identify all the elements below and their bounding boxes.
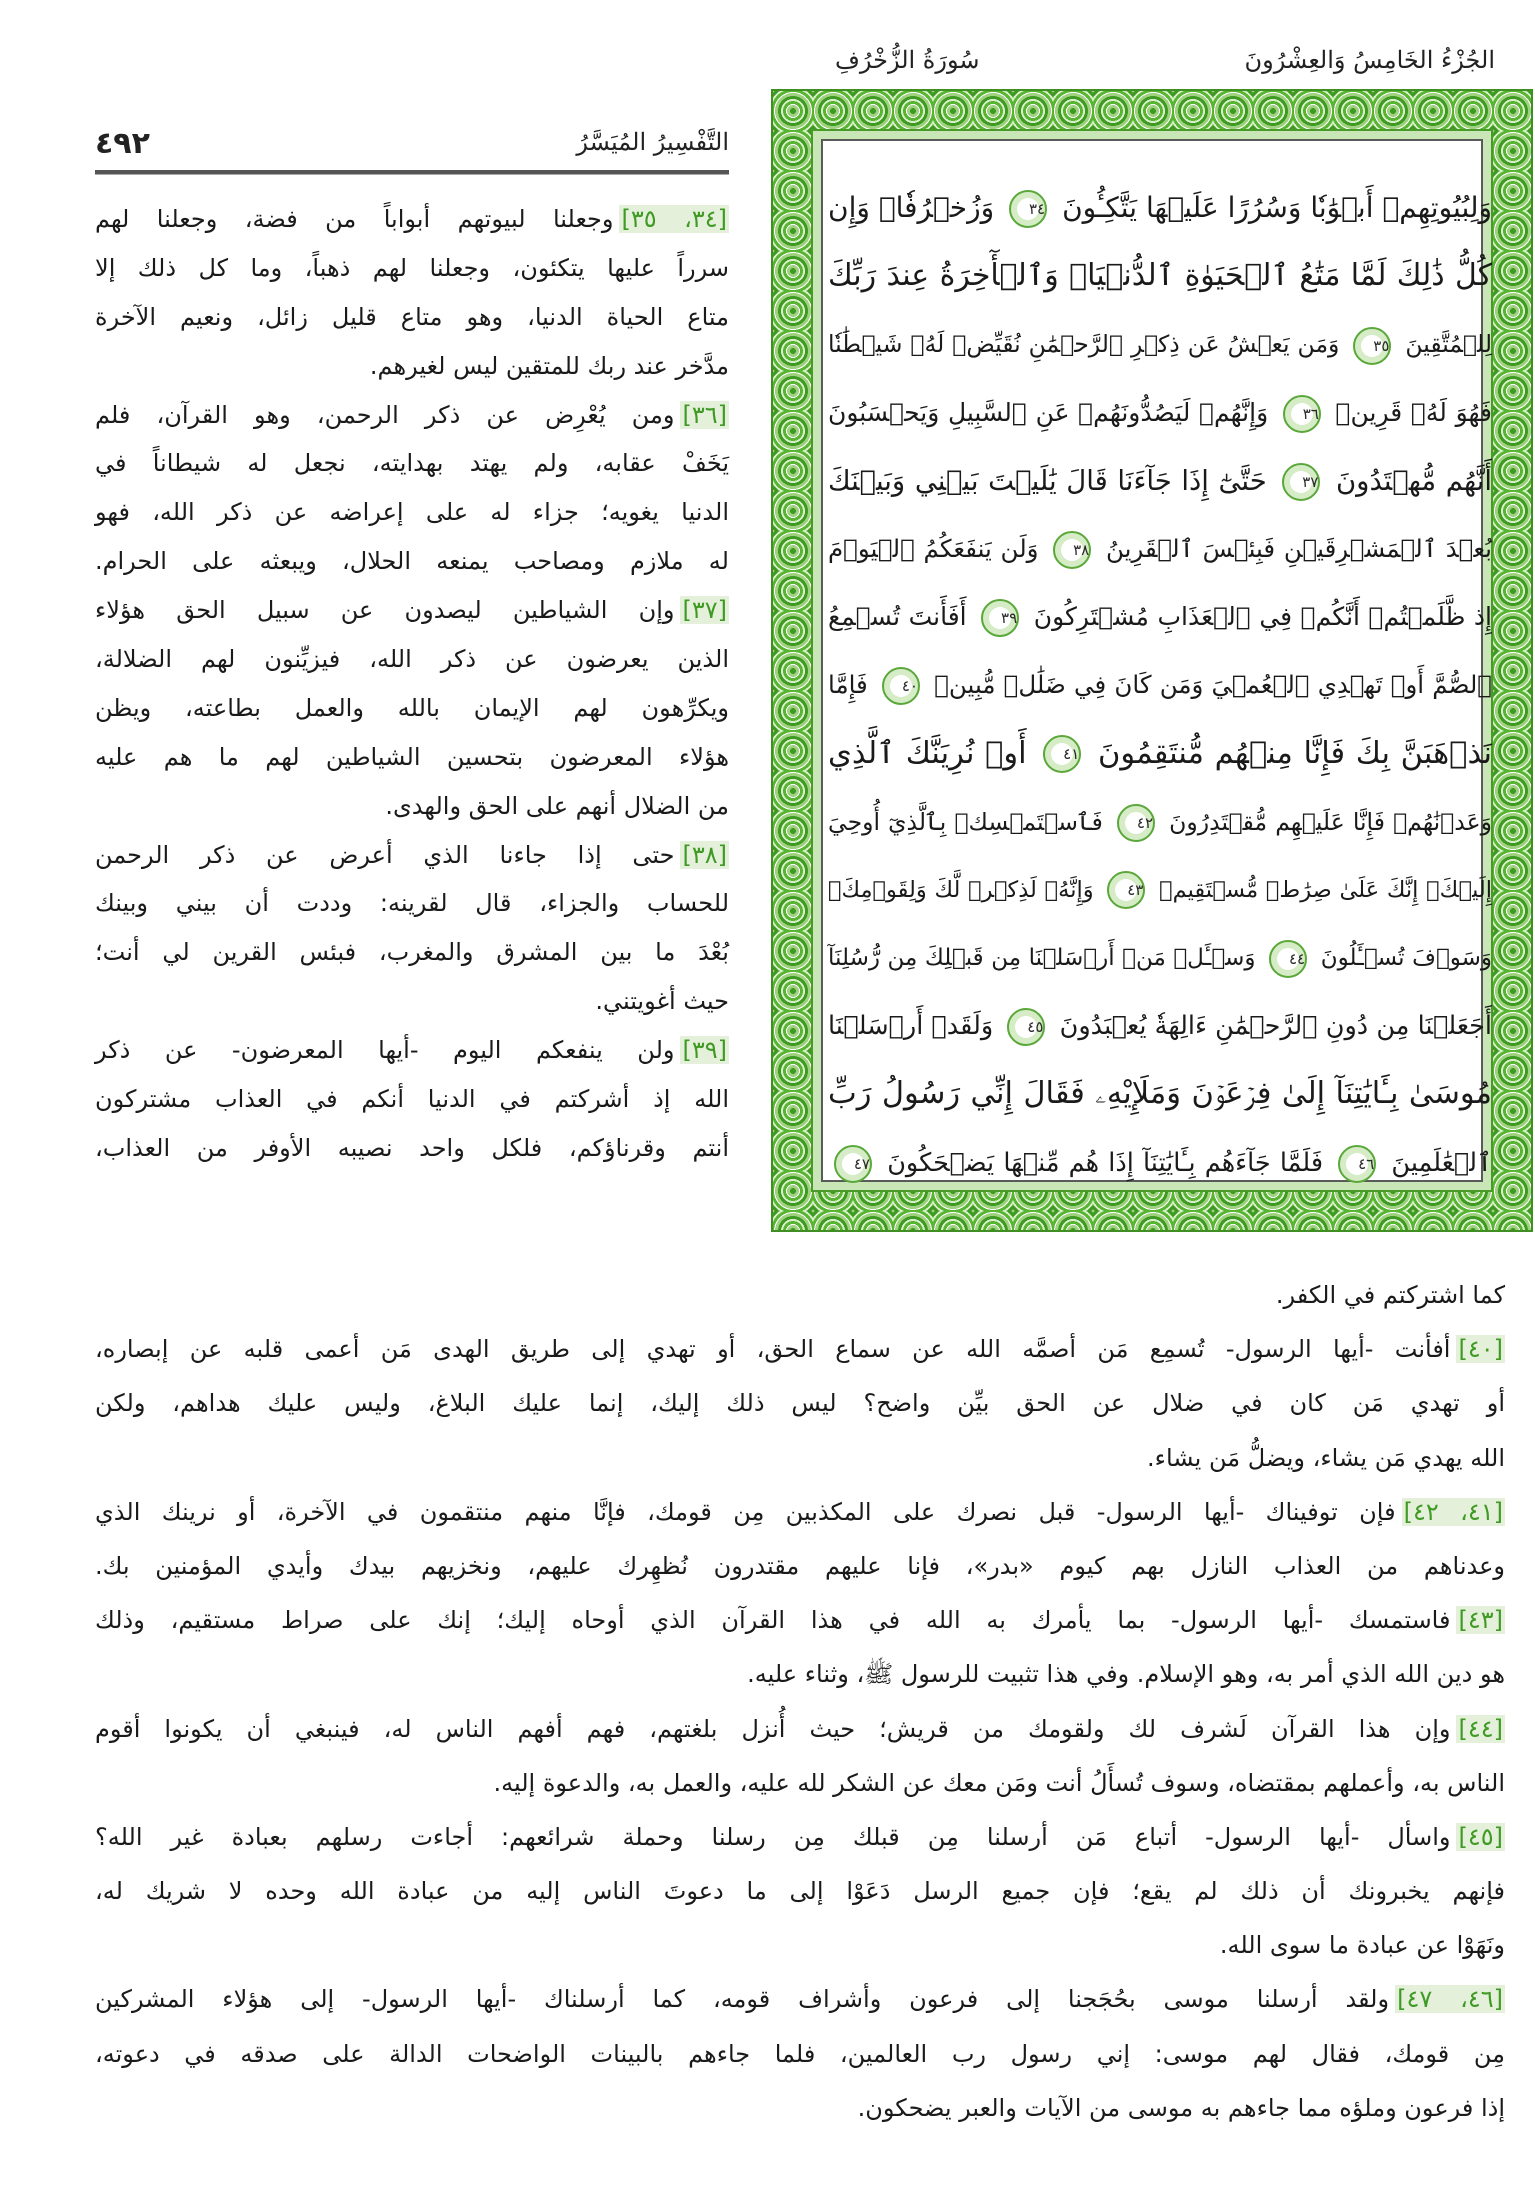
tafsir-text: حيث أغويتني. — [595, 987, 729, 1016]
tafsir-text: الدنيا يغويه؛ جزاء له على إعراضه عن ذكر الله، فهو — [95, 498, 729, 527]
tafsir-text: مدَّخر عند ربك للمتقين ليس لغيرهم. — [369, 351, 729, 380]
tafsir-line — [95, 1485, 1505, 1539]
verse-number-marker: ٣٧ — [1282, 463, 1320, 501]
verse-text: أَوۡ نُرِيَنَّكَ ٱلَّذِي — [828, 735, 1027, 771]
verse-text: مُوسَىٰ بِـَٔايَٰتِنَآ إِلَىٰ فِرۡعَوۡنَ وَمَلَإِيْهِۦ فَقَالَ إِنِّي رَسُولُ رَبِّ — [828, 1076, 1492, 1112]
tafsir-line-content — [95, 1539, 1505, 1593]
verse-text: إِلَيۡكَۖ إِنَّكَ عَلَىٰ صِرَٰطٖ مُّسۡتَقِيمٖ — [1159, 876, 1493, 903]
verse-text: فَٱسۡتَمۡسِكۡ بِٱلَّذِيٓ أُوحِيَ — [828, 807, 1103, 836]
tafsir-line-content — [95, 293, 729, 342]
quran-line-content — [828, 651, 1492, 719]
tafsir-line-content — [1276, 1268, 1505, 1322]
tafsir-text: ولن ينفعكم اليوم -أيها المعرضون- عن ذكر — [95, 1036, 675, 1065]
tafsir-line — [95, 1376, 1505, 1430]
tafsir-line-content — [95, 1376, 1505, 1430]
tafsir-line — [95, 733, 729, 782]
quran-line-content — [828, 583, 1492, 651]
quran-line — [828, 924, 1492, 992]
tafsir-text: وجعلنا لبيوتهم أبواباً من فضة، وجعلنا لهم — [95, 205, 614, 233]
tafsir-line-content — [95, 733, 729, 782]
verse-text: حَتَّىٰٓ إِذَا جَآءَنَا قَالَ يَٰلَيۡتَ بَيۡنِي وَبَيۡنَكَ — [828, 464, 1267, 497]
tafsir-line-content — [95, 1026, 729, 1075]
tafsir-line-content — [95, 586, 729, 635]
tafsir-line — [95, 1593, 1505, 1647]
tafsir-line-content — [95, 1075, 729, 1124]
tafsir-text: كما اشتركتم في الكفر. — [1275, 1281, 1505, 1309]
tafsir-line — [95, 1431, 1505, 1485]
tafsir-line-content — [95, 244, 729, 293]
quran-line-content — [828, 924, 1492, 992]
verse-text: إِذ ظَّلَمۡتُمۡ أَنَّكُمۡ فِي ٱلۡعَذَابِ مُشۡتَرِكُونَ — [1033, 602, 1492, 632]
tafsir-text: الذين يعرضون عن ذكر الله، فيزيِّنون لهم الضلالة، — [95, 645, 729, 674]
tafsir-line-content — [95, 831, 729, 880]
tafsir-line — [95, 977, 729, 1026]
tafsir-line-content — [595, 977, 729, 1026]
tafsir-line — [95, 488, 729, 537]
verse-text: نَذۡهَبَنَّ بِكَ فَإِنَّا مِنۡهُم مُّنتَقِمُونَ — [1097, 735, 1492, 771]
tafsir-line-content — [95, 879, 729, 928]
verse-ref-label: [٣٩] — [682, 1036, 727, 1065]
tafsir-line-content — [95, 1702, 1505, 1756]
quran-line — [828, 379, 1492, 447]
tafsir-text: وعدناهم من العذاب النازل بهم كيوم «بدر»، فإنا عليهم مقتدرون نُظهِرك عليهم، ونخزيهم بيدك وأيدي المؤمنين بك. — [95, 1551, 1505, 1580]
verse-text: كُلُّ ذَٰلِكَ لَمَّا مَتَٰعُ ٱلۡحَيَوٰةِ ٱلدُّنۡيَاۚ وَٱلۡأٓخِرَةُ عِندَ رَبِّكَ — [828, 258, 1492, 294]
verse-text: بُعۡدَ ٱلۡمَشۡرِقَيۡنِ فَبِئۡسَ ٱلۡقَرِينُ — [1106, 533, 1492, 563]
tafsir-line — [95, 1268, 1505, 1322]
tafsir-text: متاع الحياة الدنيا، وهو متاع قليل زائل، ونعيم الآخرة — [95, 302, 729, 331]
tafsir-text: وإن الشياطين ليصدون عن سبيل الحق هؤلاء — [95, 596, 675, 625]
verse-ref-label: [٣٤، ٣٥] — [621, 205, 728, 233]
verse-ref-label: [٤٠] — [1458, 1335, 1503, 1364]
tafsir-text: من الضلال أنهم على الحق والهدى. — [385, 791, 729, 820]
tafsir-line — [95, 439, 729, 488]
verse-text: وَلَقَدۡ أَرۡسَلۡنَا — [828, 1011, 994, 1042]
quran-line — [828, 992, 1492, 1060]
verse-text: ٱلۡعَٰلَمِينَ — [1391, 1147, 1493, 1178]
juz-title: الجُزْءُ الخَامِسُ وَالعِشْرُونَ — [1244, 46, 1495, 74]
tafsir-line-content — [747, 1647, 1505, 1701]
tafsir-line-content — [95, 1485, 1505, 1539]
tafsir-line-content — [95, 684, 729, 733]
tafsir-line-content — [95, 1124, 729, 1173]
tafsir-text: ويكرِّهون لهم الإيمان بالله والعمل بطاعته، ويظن — [95, 693, 729, 722]
tafsir-line — [95, 1810, 1505, 1864]
verse-number-marker: ٤٢ — [1117, 804, 1155, 842]
tafsir-line-content — [95, 391, 729, 440]
tafsir-line-content — [95, 1810, 1505, 1864]
tafsir-text: بُعْدَ ما بين المشرق والمغرب، فبئس القرين لي أنت؛ — [95, 938, 729, 967]
tafsir-text: مِن قومك، فقال لهم موسى: إني رسول رب العالمين، فلما جاءهم بالبينات الواضحات الدالة على صدقه في دعوته، — [95, 2039, 1505, 2068]
tafsir-line — [95, 537, 729, 586]
verse-number-marker: ٤٤ — [1269, 940, 1307, 978]
tafsir-line — [95, 1322, 1505, 1376]
quran-text — [828, 174, 1492, 1197]
verse-ref-label: [٤٥] — [1458, 1822, 1503, 1851]
tafsir-line-content — [95, 439, 729, 488]
quran-line-content — [828, 992, 1492, 1060]
verse-text: فَإِمَّا — [828, 670, 868, 700]
verse-text: فَهُوَ لَهُۥ قَرِينٞ — [1335, 397, 1492, 427]
verse-text: أَفَأَنتَ تُسۡمِعُ — [828, 602, 967, 632]
header-rule — [95, 170, 729, 175]
tafsir-line — [95, 1026, 729, 1075]
verse-number-marker: ٤٧ — [834, 1145, 872, 1183]
tafsir-text: الله إذ أشركتم في الدنيا أنكم في العذاب مشتركون — [95, 1085, 729, 1114]
tafsir-line — [95, 928, 729, 977]
verse-text: وَلِبُيُوتِهِمۡ أَبۡوَٰبٗا وَسُرُرًا عَلَيۡهَا يَتَّكِـُٔونَ — [1062, 191, 1492, 224]
verse-number-marker: ٣٥ — [1353, 327, 1391, 365]
tafsir-line — [95, 391, 729, 440]
quran-line-content — [828, 379, 1492, 447]
tafsir-line-content — [370, 342, 729, 391]
tafsir-line-content — [95, 1864, 1505, 1918]
verse-text: أَجَعَلۡنَا مِن دُونِ ٱلرَّحۡمَٰنِ ءَالِهَةٗ يُعۡبَدُونَ — [1059, 1011, 1493, 1042]
verse-number-marker: ٣٨ — [1053, 531, 1091, 569]
tafsir-line-content — [95, 537, 729, 586]
quran-line-content — [828, 788, 1492, 856]
tafsir-line-content — [385, 782, 729, 831]
verse-number-marker: ٤٠ — [882, 667, 920, 705]
tafsir-line — [95, 342, 729, 391]
quran-line-content — [828, 720, 1492, 788]
tafsir-line-content — [858, 2081, 1505, 2135]
tafsir-text: هؤلاء المعرضون بتحسين الشياطين لهم ما هم عليه — [95, 742, 729, 771]
tafsir-text: حتى إذا جاءنا الذي أعرض عن ذكر الرحمن — [95, 840, 675, 869]
tafsir-line-content — [493, 1756, 1505, 1810]
verse-text: وَعَدۡنَٰهُمۡ فَإِنَّا عَلَيۡهِم مُّقۡتَدِرُونَ — [1169, 807, 1492, 836]
tafsir-text: أو تهدي مَن كان في ضلال عن الحق بيِّن واضح؟ ليس ذلك إليك، إنما عليك البلاغ، وليس عليك هداهم، ولكن — [95, 1389, 1505, 1418]
tafsir-line-content — [95, 1322, 1505, 1376]
tafsir-line — [95, 1539, 1505, 1593]
verse-ref-label: [٣٦] — [682, 400, 727, 429]
tafsir-line — [95, 1864, 1505, 1918]
verse-ref-label: [٤٦، ٤٧] — [1397, 1985, 1504, 2014]
verse-text: وَلَن يَنفَعَكُمُ ٱلۡيَوۡمَ — [828, 533, 1039, 563]
tafsir-text: فإنهم يخبرونك أن ذلك لم يقع؛ فإن جميع الرسل دَعَوْا إلى ما دعوتَ الناس إليه من عبادة الله وحده لا شريك له، — [95, 1877, 1505, 1906]
tafsir-line-content — [95, 1593, 1505, 1647]
tafsir-line-content — [1147, 1431, 1505, 1485]
tafsir-line — [95, 1756, 1505, 1810]
quran-line — [828, 856, 1492, 924]
verse-number-marker: ٤١ — [1043, 735, 1081, 773]
verse-number-marker: ٤٣ — [1107, 871, 1145, 909]
tafsir-line-content — [1220, 1918, 1505, 1972]
tafsir-line — [95, 635, 729, 684]
quran-line — [828, 1060, 1492, 1128]
quran-line — [828, 242, 1492, 310]
surah-title: سُورَةُ الزُّخْرُفِ — [835, 46, 980, 74]
tafsir-title: التَّفْسِيرُ المُيَسَّرُ — [576, 128, 729, 156]
tafsir-line — [95, 782, 729, 831]
tafsir-text: له ملازم ومصاحب يمنعه الحلال، ويبعثه على الحرام. — [95, 547, 729, 576]
tafsir-line — [95, 2027, 1505, 2081]
verse-text: فَلَمَّا جَآءَهُم بِـَٔايَٰتِنَآ إِذَا هُم مِّنۡهَا يَضۡحَكُونَ — [887, 1147, 1324, 1178]
verse-number-marker: ٣٩ — [981, 599, 1019, 637]
page-number: ٤٩٢ — [95, 126, 150, 161]
tafsir-line-content — [95, 488, 729, 537]
tafsir-line-content — [95, 928, 729, 977]
tafsir-bottom — [95, 1268, 1505, 2135]
quran-line-content — [828, 1060, 1492, 1128]
tafsir-text: هو دين الله الذي أمر به، وهو الإسلام. وفي هذا تثبيت للرسول ﷺ، وثناء عليه. — [747, 1660, 1505, 1689]
quran-line — [828, 720, 1492, 788]
tafsir-text: واسأل -أيها الرسول- أتباع مَن أرسلنا مِن قبلك مِن رسلنا وحملة شرائعهم: أجاءت رسلهم بعبادة غير الله؟ — [95, 1822, 1451, 1851]
verse-text: وَمَن يَعۡشُ عَن ذِكۡرِ ٱلرَّحۡمَٰنِ نُقَيِّضۡ لَهُۥ شَيۡطَٰنٗا — [828, 330, 1340, 359]
tafsir-text: إذا فرعون وملؤه مما جاءهم به موسى من الآيات والعبر يضحكون. — [857, 2093, 1505, 2122]
tafsir-text: فإن توفيناك -أيها الرسول- قبل نصرك على المكذبين مِن قومك، فإنَّا منهم منتقمون في الآخرة، أو نرينك الذي — [95, 1497, 1396, 1526]
quran-line — [828, 583, 1492, 651]
tafsir-line-content — [95, 1972, 1505, 2026]
tafsir-text: أنتم وقرناؤكم، فلكل واحد نصيبه الأوفر من العذاب، — [95, 1133, 729, 1162]
tafsir-text: يَخَفْ عقابه، ولم يهتد بهدايته، نجعل له شيطاناً في — [95, 449, 729, 478]
tafsir-line — [95, 244, 729, 293]
tafsir-line-content — [95, 2027, 1505, 2081]
quran-line-content — [828, 242, 1492, 310]
tafsir-text: فاستمسك -أيها الرسول- بما يأمرك به الله في هذا القرآن الذي أوحاه إليك؛ إنك على صراط مستقيم، وذلك — [95, 1606, 1451, 1635]
tafsir-line — [95, 1075, 729, 1124]
tafsir-text: أفأنت -أيها الرسول- تُسمِع مَن أصمَّه الله عن سماع الحق، أو تهدي إلى طريق الهدى مَن أعمى قلبه عن إبصاره، — [95, 1335, 1451, 1364]
tafsir-text: وإن هذا القرآن لَشرف لك ولقومك من قريش؛ حيث أُنزل بلغتهم، فهم أفهم الناس له، فينبغي أن يكونوا أقوم — [95, 1714, 1451, 1743]
quran-line-content — [828, 310, 1492, 378]
quran-line-content — [828, 515, 1492, 583]
quran-line — [828, 788, 1492, 856]
tafsir-line — [95, 586, 729, 635]
quran-line-content — [828, 856, 1492, 924]
tafsir-line — [95, 195, 729, 244]
quran-line-content — [828, 447, 1492, 515]
tafsir-line — [95, 1702, 1505, 1756]
tafsir-line — [95, 2081, 1505, 2135]
quran-line-content — [828, 174, 1492, 242]
tafsir-text: الناس به، وأعملهم بمقتضاه، وسوف تُسأَلُ أنت ومَن معك عن الشكر لله عليه، والعمل به، والدعوة إليه. — [493, 1768, 1505, 1797]
tafsir-line — [95, 684, 729, 733]
tafsir-text: الله يهدي مَن يشاء، ويضلُّ مَن يشاء. — [1147, 1443, 1505, 1472]
quran-line — [828, 515, 1492, 583]
quran-line-content — [828, 1129, 1492, 1197]
verse-number-marker: ٣٤ — [1009, 190, 1047, 228]
verse-text: لِلۡمُتَّقِينَ — [1405, 330, 1492, 359]
verse-text: وَسَوۡفَ تُسۡـَٔلُونَ — [1320, 945, 1493, 972]
tafsir-line — [95, 293, 729, 342]
verse-ref-label: [٤٤] — [1458, 1714, 1503, 1743]
tafsir-line — [95, 879, 729, 928]
tafsir-text: ونَهَوْا عن عبادة ما سوى الله. — [1219, 1931, 1505, 1960]
verse-text: ٱلصُّمَّ أَوۡ تَهۡدِي ٱلۡعُمۡيَ وَمَن كَانَ فِي ضَلَٰلٖ مُّبِينٖ — [934, 670, 1493, 700]
verse-ref-label: [٣٧] — [682, 596, 727, 625]
quran-line — [828, 1129, 1492, 1197]
tafsir-line-content — [95, 195, 729, 244]
verse-ref-label: [٣٨] — [682, 840, 727, 869]
quran-line — [828, 651, 1492, 719]
verse-text: وَسۡـَٔلۡ مَنۡ أَرۡسَلۡنَا مِن قَبۡلِكَ مِن رُّسُلِنَآ — [828, 945, 1256, 972]
quran-line — [828, 174, 1492, 242]
tafsir-line — [95, 1647, 1505, 1701]
tafsir-line — [95, 831, 729, 880]
verse-ref-label: [٤٣] — [1458, 1606, 1503, 1635]
quran-line — [828, 447, 1492, 515]
verse-ref-label: [٤١، ٤٢] — [1403, 1497, 1504, 1526]
tafsir-line — [95, 1972, 1505, 2026]
tafsir-line-content — [95, 635, 729, 684]
tafsir-text: للحساب والجزاء، قال لقرينه: وددت أن بيني وبينك — [95, 889, 729, 918]
verse-number-marker: ٤٥ — [1007, 1008, 1045, 1046]
verse-number-marker: ٣٦ — [1283, 395, 1321, 433]
tafsir-text: ولقد أرسلنا موسى بحُجَجنا إلى فرعون وأشراف قومه، كما أرسلناك -أيها الرسول- إلى هؤلاء المشركين — [95, 1985, 1390, 2014]
verse-text: أَنَّهُم مُّهۡتَدُونَ — [1335, 464, 1492, 497]
tafsir-line — [95, 1124, 729, 1173]
verse-number-marker: ٤٦ — [1338, 1145, 1376, 1183]
verse-text: وَإِنَّهُمۡ لَيَصُدُّونَهُمۡ عَنِ ٱلسَّبِيلِ وَيَحۡسَبُونَ — [828, 397, 1269, 427]
verse-text: وَزُخۡرُفٗاۚ وَإِن — [828, 191, 995, 224]
tafsir-text: سرراً عليها يتكئون، وجعلنا لهم ذهباً، وما كل ذلك إلا — [95, 253, 729, 282]
verse-text: وَإِنَّهُۥ لَذِكۡرٞ لَّكَ وَلِقَوۡمِكَۖ — [828, 876, 1094, 903]
tafsir-line — [95, 1918, 1505, 1972]
tafsir-text: ومن يُعْرِض عن ذكر الرحمن، وهو القرآن، فلم — [95, 400, 675, 429]
quran-line — [828, 310, 1492, 378]
tafsir-column — [95, 195, 729, 1173]
